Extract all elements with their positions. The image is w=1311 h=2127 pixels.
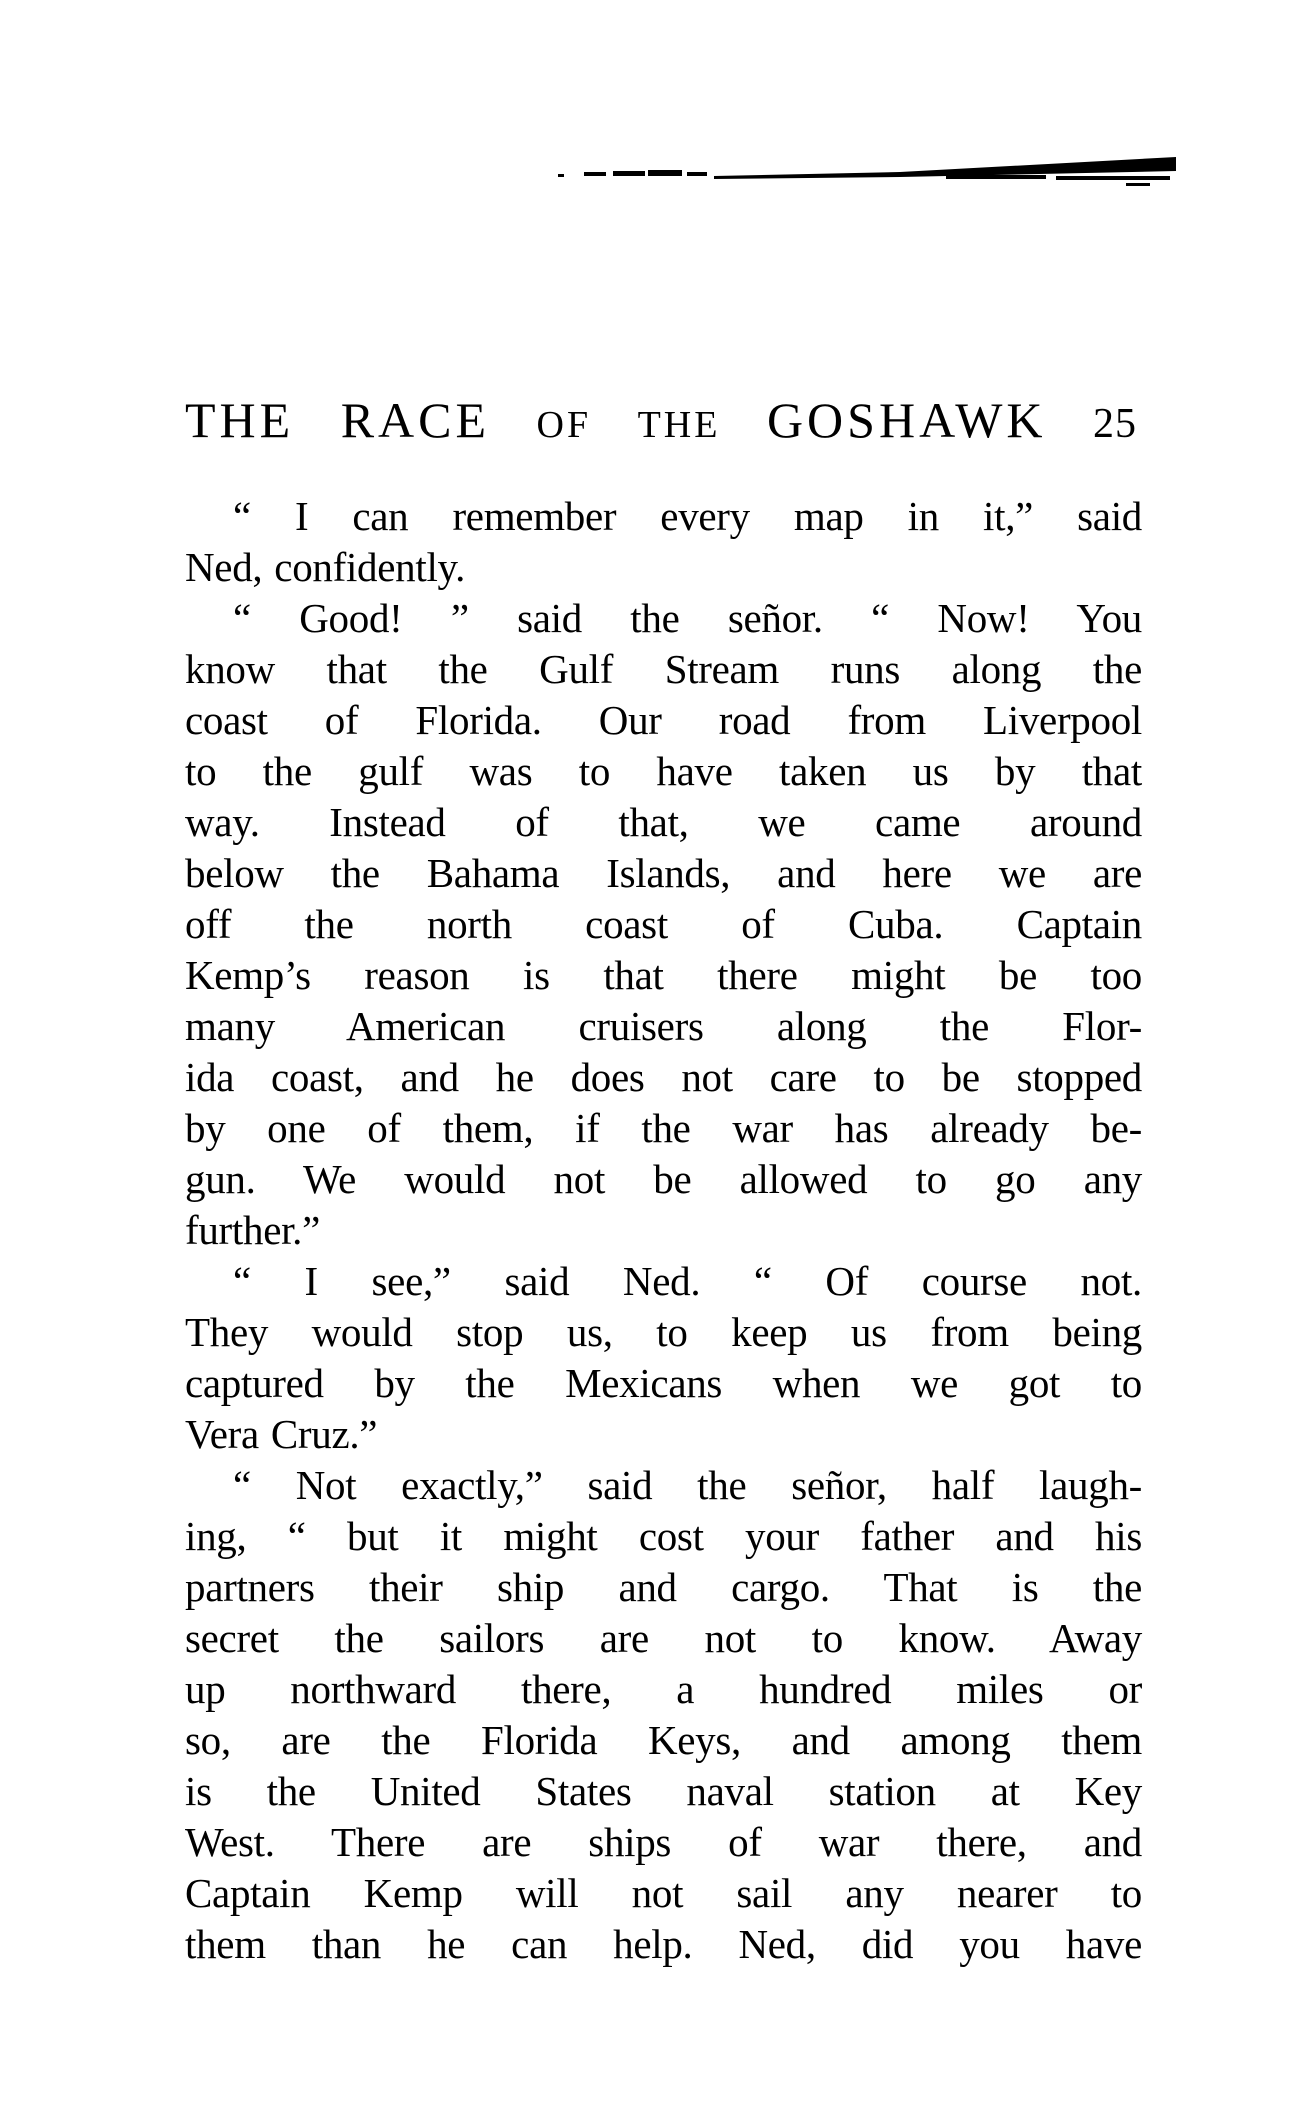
running-head-word: GOSHAWK — [766, 392, 1047, 448]
text-line: “ Good! ” said the señor. “ Now! You — [233, 595, 1142, 641]
text-line: captured by the Mexicans when we got to — [185, 1360, 1142, 1406]
page-number: 25 — [1092, 401, 1137, 447]
ink-streak-icon — [0, 0, 1311, 220]
text-line: gun. We would not be allowed to go any — [185, 1156, 1142, 1202]
body-text — [185, 491, 1142, 1970]
text-line: “ Not exactly,” said the señor, half laugh- — [233, 1462, 1142, 1508]
text-line: know that the Gulf Stream runs along the — [185, 646, 1142, 692]
text-line: below the Bahama Islands, and here we are — [185, 850, 1142, 896]
running-head — [185, 394, 1137, 451]
text-line: them than he can help. Ned, did you have — [185, 1921, 1142, 1967]
text-line: ida coast, and he does not care to be stopped — [185, 1054, 1142, 1100]
text-line: Captain Kemp will not sail any nearer to — [185, 1870, 1142, 1916]
text-line: further.” — [185, 1207, 321, 1253]
text-line: way. Instead of that, we came around — [185, 799, 1142, 845]
text-line: Kemp’s reason is that there might be too — [185, 952, 1142, 998]
running-head-word: OF — [536, 404, 592, 446]
text-line: to the gulf was to have taken us by that — [185, 748, 1142, 794]
text-line: coast of Florida. Our road from Liverpool — [185, 697, 1142, 743]
text-line: so, are the Florida Keys, and among them — [185, 1717, 1142, 1763]
text-line: “ I can remember every map in it,” said — [233, 493, 1142, 539]
text-line: is the United States naval station at Key — [185, 1768, 1142, 1814]
text-line: off the north coast of Cuba. Captain — [185, 901, 1142, 947]
text-line: Vera Cruz.” — [185, 1411, 378, 1457]
text-line: West. There are ships of war there, and — [185, 1819, 1142, 1865]
text-line: secret the sailors are not to know. Away — [185, 1615, 1142, 1661]
text-line: many American cruisers along the Flor- — [185, 1003, 1142, 1049]
text-line: They would stop us, to keep us from being — [185, 1309, 1142, 1355]
text-line: by one of them, if the war has already be- — [185, 1105, 1142, 1151]
running-head-word: THE — [637, 404, 721, 446]
text-line: Ned, confidently. — [185, 544, 466, 590]
text-line: up northward there, a hundred miles or — [185, 1666, 1142, 1712]
text-line: partners their ship and cargo. That is the — [185, 1564, 1142, 1610]
text-line: “ I see,” said Ned. “ Of course not. — [233, 1258, 1142, 1304]
running-head-word: THE — [185, 392, 295, 448]
running-head-word: RACE — [340, 392, 491, 448]
text-line: ing, “ but it might cost your father and his — [185, 1513, 1142, 1559]
